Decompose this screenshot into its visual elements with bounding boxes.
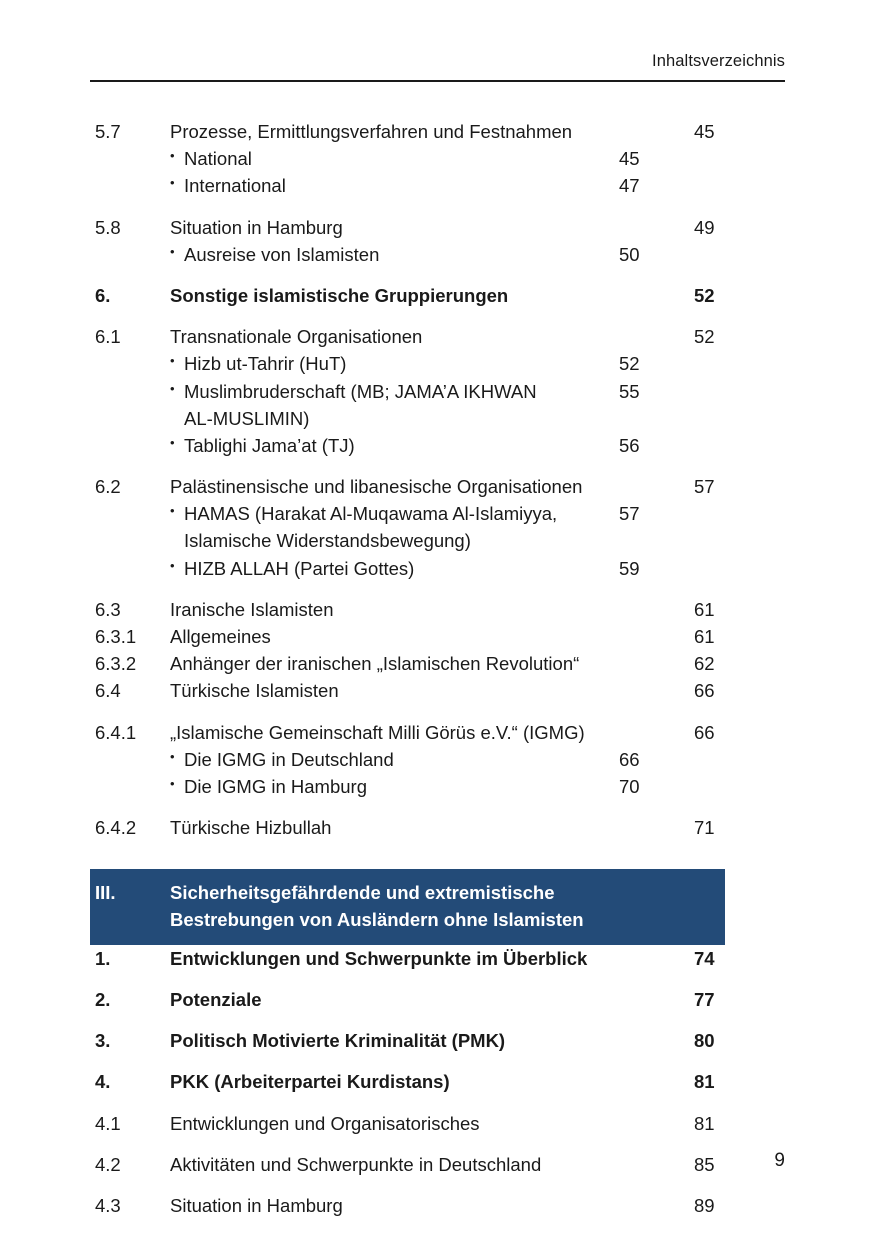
toc-entry[interactable] [0, 1027, 875, 1054]
toc-sub-entry-text-wrap [170, 500, 619, 554]
toc-sub-entry[interactable] [0, 145, 875, 172]
toc-entry-page-number: 62 [694, 653, 715, 675]
toc-sub-entry-page-number: 70 [619, 775, 640, 797]
toc-entry[interactable] [0, 650, 875, 677]
spacer [0, 1178, 875, 1192]
toc-sub-entry-title-line: International [184, 175, 286, 197]
toc-sub-entry-text-wrap [170, 378, 619, 432]
bullet-icon: • [170, 148, 175, 164]
toc-entry-row[interactable] [0, 814, 875, 841]
spacer [0, 582, 875, 596]
toc-entry-number: 6.4.1 [95, 721, 137, 743]
bullet-icon: • [170, 175, 175, 191]
toc-entry-page-number: 52 [694, 284, 715, 306]
toc-sub-entry-title [184, 172, 611, 199]
toc-entry-title: Situation in Hamburg [170, 216, 343, 238]
toc-sub-entry-title-line: Hizb ut-Tahrir (HuT) [184, 353, 347, 375]
toc-entry-number: 4.1 [95, 1112, 121, 1134]
toc-entry-number: 3. [95, 1030, 111, 1052]
toc-sub-entry-page-number: 55 [619, 380, 640, 402]
toc-entry-number: 6.3.2 [95, 653, 137, 675]
toc-sub-entry-page-number: 59 [619, 557, 640, 579]
toc-entry-title: Allgemeines [170, 626, 271, 647]
toc-entry[interactable] [0, 214, 875, 268]
toc-entry-row[interactable] [0, 1068, 875, 1095]
spacer [0, 1013, 875, 1027]
toc-entry-title: Entwicklungen und Schwerpunkte im Überblick [170, 947, 588, 969]
toc-entry-row[interactable] [0, 650, 875, 677]
banner-title-line-1: Sicherheitsgefährdende und extremistische [170, 882, 555, 904]
running-header: Inhaltsverzeichnis [652, 52, 785, 70]
spacer [0, 1096, 875, 1110]
toc-sub-entry[interactable] [0, 773, 875, 800]
toc-sub-entry[interactable] [0, 432, 875, 459]
toc-sub-entry-text-wrap [170, 746, 619, 773]
toc-sub-entry-page-number: 50 [619, 243, 640, 265]
toc-entry[interactable] [0, 945, 875, 972]
bullet-icon: • [170, 243, 175, 259]
toc-sub-entry-text-wrap [170, 172, 619, 199]
toc-entry-title: Transnationale Organisationen [170, 326, 423, 348]
toc-sub-entry-page-number: 52 [619, 353, 640, 375]
toc-sub-entry-text-wrap [170, 145, 619, 172]
banner-row [90, 880, 725, 933]
toc-entry-row[interactable] [0, 282, 875, 309]
toc-entry-row[interactable] [0, 323, 875, 350]
toc-entry-page-number: 66 [694, 721, 715, 743]
toc-entry-number: 6.2 [95, 476, 121, 498]
toc-entry-page-number: 89 [694, 1194, 715, 1216]
bullet-icon: • [170, 775, 175, 791]
toc-entry-row[interactable] [0, 214, 875, 241]
toc-entry[interactable] [0, 596, 875, 623]
toc-entry-title: Aktivitäten und Schwerpunkte in Deutschland [170, 1153, 542, 1175]
toc-sub-entry-title-line: Die IGMG in Deutschland [184, 748, 394, 770]
spacer [0, 459, 875, 473]
toc-entry[interactable] [0, 986, 875, 1013]
toc-entry-row[interactable] [0, 1027, 875, 1054]
toc-entry[interactable] [0, 323, 875, 459]
toc-sub-entry-title [184, 555, 611, 582]
toc-entry-page-number: 80 [694, 1030, 715, 1052]
toc-sub-entry[interactable] [0, 172, 875, 199]
toc-sub-entry-title [184, 746, 611, 773]
toc-sub-entry-title [184, 241, 611, 268]
toc-entry[interactable] [0, 814, 875, 841]
toc-sub-entry-page-number: 47 [619, 175, 640, 197]
banner-title-line-2: Bestrebungen von Ausländern ohne Islamisten [170, 908, 584, 930]
toc-entry-number: 4. [95, 1071, 111, 1093]
toc-entry-page-number: 49 [694, 216, 715, 238]
toc-sub-entry-text-wrap [170, 350, 619, 377]
toc-entry-page-number: 77 [694, 989, 715, 1011]
bullet-icon: • [170, 380, 175, 396]
toc-sub-entry-page-number: 56 [619, 434, 640, 456]
toc-entry-page-number: 52 [694, 326, 715, 348]
page-number: 9 [774, 1150, 785, 1171]
toc-entry-title: Palästinensische und libanesische Organisationen [170, 476, 583, 498]
toc-entry-row[interactable] [0, 473, 875, 500]
toc-sub-entry-page-number: 45 [619, 148, 640, 170]
header-rule [90, 80, 785, 82]
bullet-icon: • [170, 434, 175, 450]
toc-sub-entry[interactable] [0, 500, 875, 554]
toc-entry-row[interactable] [0, 596, 875, 623]
toc-sub-entry-title [184, 500, 611, 554]
toc-sub-entry-title-line: HIZB ALLAH (Partei Gottes) [184, 557, 415, 579]
toc-entry-number: 5.7 [95, 121, 121, 142]
toc-entry-title: Entwicklungen und Organisatorisches [170, 1112, 480, 1134]
bullet-icon: • [170, 748, 175, 764]
toc-entry-title: Sonstige islamistische Gruppierungen [170, 284, 509, 306]
toc-entry-page-number: 71 [694, 817, 715, 839]
toc-entry-number: 1. [95, 947, 111, 969]
toc-entry-page-number: 57 [694, 476, 715, 498]
toc-sub-entry[interactable] [0, 746, 875, 773]
toc-sub-entry-title [184, 432, 611, 459]
toc-entry[interactable] [0, 623, 875, 650]
toc-entry-row[interactable] [0, 945, 875, 972]
banner-title [170, 880, 725, 933]
spacer [0, 1137, 875, 1151]
toc-sub-entry[interactable] [0, 378, 875, 432]
toc-entry-title: Iranische Islamisten [170, 598, 334, 620]
toc-sub-entry-page-number: 57 [619, 503, 640, 525]
toc-sub-entry-text-wrap [170, 241, 619, 268]
toc-entry-title: PKK (Arbeiterpartei Kurdistans) [170, 1071, 450, 1093]
toc-entry-title: „Islamische Gemeinschaft Milli Görüs e.V.“ (IGMG) [170, 721, 585, 743]
toc-entry[interactable] [0, 1192, 875, 1219]
toc-sub-entry-text-wrap [170, 432, 619, 459]
spacer [0, 972, 875, 986]
toc-entry-title: Situation in Hamburg [170, 1194, 343, 1216]
toc-entry-number: 4.2 [95, 1153, 121, 1175]
toc-entry-title: Türkische Islamisten [170, 680, 339, 702]
spacer [0, 800, 875, 814]
toc-sub-entry-title [184, 378, 611, 432]
toc-entry[interactable] [0, 677, 875, 704]
toc-entry-number: 6.1 [95, 326, 121, 348]
toc-entry-title: Potenziale [170, 989, 262, 1011]
toc-entry-number: 6.3 [95, 598, 121, 620]
spacer [0, 705, 875, 719]
toc-section-before-banner [0, 118, 875, 841]
toc-entry[interactable] [0, 719, 875, 801]
toc-sub-entry-title-continuation: AL-MUSLIMIN) [184, 407, 310, 429]
spacer [0, 309, 875, 323]
toc-sub-entry-text-wrap [170, 555, 619, 582]
toc-sub-entry-title-line: National [184, 148, 252, 170]
toc-sub-entry-title-line: HAMAS (Harakat Al-Muqawama Al-Islamiyya, [184, 503, 558, 525]
toc-entry-row[interactable] [0, 118, 875, 145]
toc-section-after-banner [0, 945, 875, 1219]
section-banner-iii [90, 869, 725, 945]
toc-entry-title: Politisch Motivierte Kriminalität (PMK) [170, 1030, 506, 1052]
toc-entry-number: 6. [95, 284, 111, 306]
toc-sub-entry-page-number: 66 [619, 748, 640, 770]
bullet-icon: • [170, 557, 175, 573]
toc-sub-entry[interactable] [0, 350, 875, 377]
toc-entry-title: Anhänger der iranischen „Islamischen Revolution“ [170, 653, 580, 675]
toc-sub-entry-title-line: Die IGMG in Hamburg [184, 775, 367, 797]
toc-sub-entry-title [184, 773, 611, 800]
toc-entry-page-number: 81 [694, 1071, 715, 1093]
toc-entry-number: 4.3 [95, 1194, 121, 1216]
toc-entry[interactable] [0, 473, 875, 582]
toc-entry-number: 6.3.1 [95, 626, 137, 647]
toc-entry-title: Türkische Hizbullah [170, 817, 332, 839]
toc-sub-entry[interactable] [0, 555, 875, 582]
toc-entry-page-number: 61 [694, 598, 715, 620]
toc-entry-number: 2. [95, 989, 111, 1011]
toc-sub-entry-title-line: Muslimbruderschaft (MB; JAMA’A IKHWAN [184, 380, 537, 402]
bullet-icon: • [170, 503, 175, 519]
toc-entry[interactable] [0, 282, 875, 309]
toc-entry-number: 5.8 [95, 216, 121, 238]
toc-entry-row[interactable] [0, 677, 875, 704]
toc-entry-page-number: 81 [694, 1112, 715, 1134]
spacer [0, 841, 875, 855]
spacer [0, 200, 875, 214]
spacer [0, 1054, 875, 1068]
toc-entry-page-number: 66 [694, 680, 715, 702]
table-of-contents [0, 118, 875, 1219]
spacer [0, 855, 875, 869]
toc-sub-entry-title [184, 350, 611, 377]
toc-entry-row[interactable] [0, 719, 875, 746]
toc-entry-number: 6.4.2 [95, 817, 137, 839]
toc-sub-entry[interactable] [0, 241, 875, 268]
toc-sub-entry-title [184, 145, 611, 172]
toc-entry-row[interactable] [0, 623, 875, 650]
bullet-icon: • [170, 353, 175, 369]
toc-entry-page-number: 45 [694, 121, 715, 142]
toc-entry-row[interactable] [0, 986, 875, 1013]
toc-entry-page-number: 74 [694, 947, 715, 969]
toc-entry[interactable] [0, 1110, 875, 1137]
toc-sub-entry-title-line: Tablighi Jama’at (TJ) [184, 434, 355, 456]
toc-entry-title: Prozesse, Ermittlungsverfahren und Festnahmen [170, 121, 573, 142]
toc-entry-row[interactable] [0, 1192, 875, 1219]
toc-entry[interactable] [0, 1068, 875, 1095]
toc-entry[interactable] [0, 118, 875, 200]
toc-sub-entry-title-line: Ausreise von Islamisten [184, 243, 380, 265]
spacer [0, 268, 875, 282]
banner-number: III. [95, 882, 116, 904]
toc-entry-page-number: 85 [694, 1153, 715, 1175]
toc-sub-entry-text-wrap [170, 773, 619, 800]
toc-entry-number: 6.4 [95, 680, 121, 702]
toc-entry-row[interactable] [0, 1110, 875, 1137]
toc-entry-page-number: 61 [694, 626, 715, 647]
toc-sub-entry-title-continuation: Islamische Widerstandsbewegung) [184, 530, 471, 552]
